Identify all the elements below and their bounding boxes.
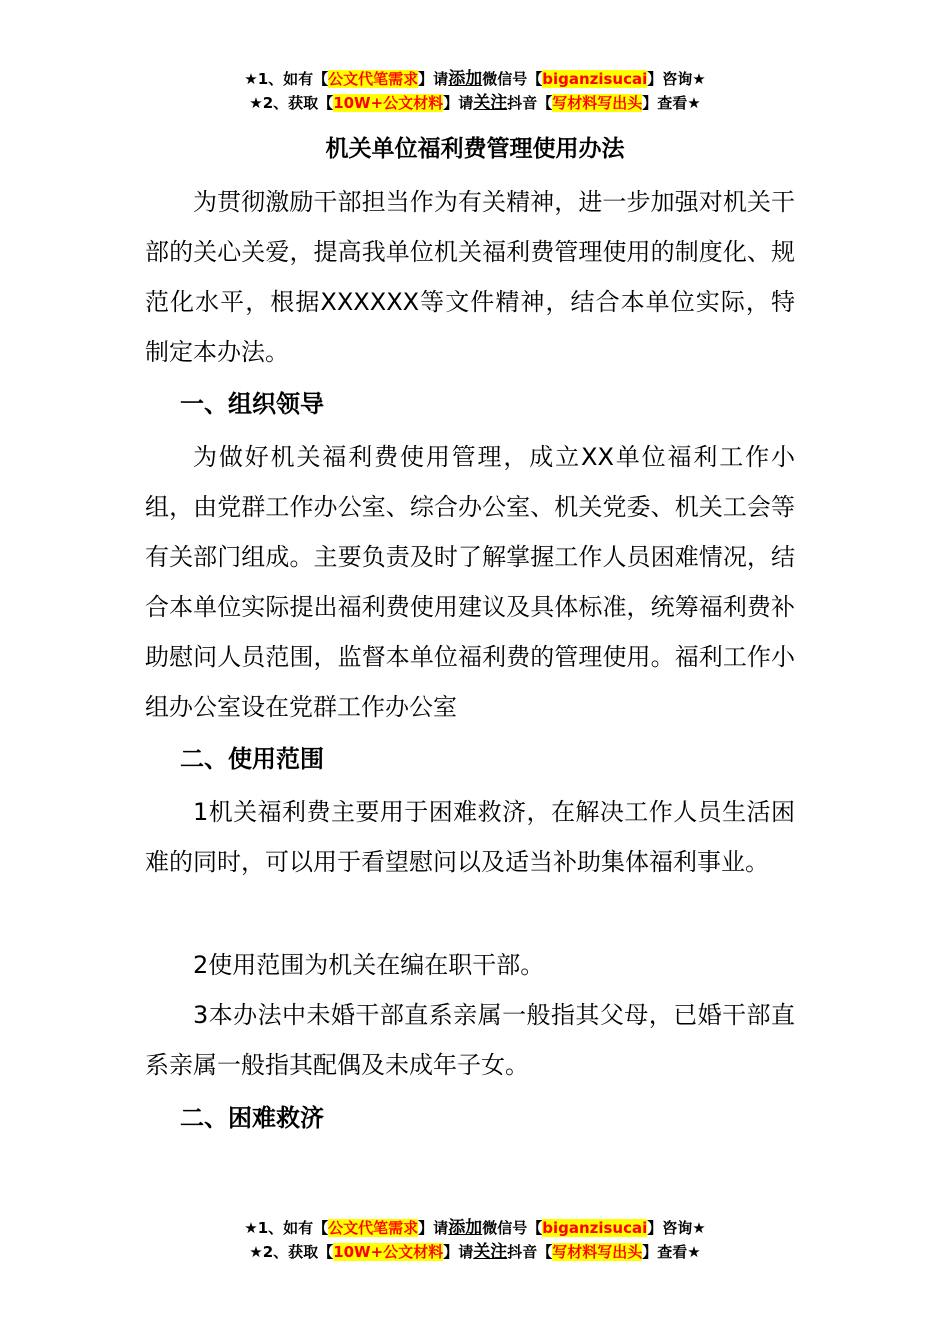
banner-line-2: ★2、获取【10W+公文材料】请关注抖音【写材料写出头】查看★: [249, 93, 701, 113]
banner-line-2: ★2、获取【10W+公文材料】请关注抖音【写材料写出头】查看★: [249, 1242, 701, 1262]
highlight-wechat-id: biganzisucai: [542, 1219, 648, 1237]
highlight-materials: 10W+公文材料: [333, 94, 444, 112]
highlight-service: 公文代笔需求: [328, 1219, 419, 1237]
section-heading-scope: 二、使用范围: [180, 745, 324, 773]
highlight-wechat-id: biganzisucai: [542, 70, 648, 88]
document-title: 机关单位福利费管理使用办法: [325, 136, 625, 162]
scope-item-3: 3本办法中未婚干部直系亲属一般指其父母，已婚干部直系亲属一般指其配偶及未成年子女。: [145, 1001, 795, 1079]
header-banner: [0, 67, 950, 115]
highlight-materials: 10W+公文材料: [333, 1243, 444, 1261]
highlight-service: 公文代笔需求: [328, 70, 419, 88]
intro-paragraph: 为贯彻激励干部担当作为有关精神，进一步加强对机关干部的关心关爱，提高我单位机关福利费管理使用的制度化、规范化水平，根据XXXXXX等文件精神，结合本单位实际，特制定本办法。: [145, 188, 795, 366]
highlight-douyin-account: 写材料写出头: [552, 94, 643, 112]
banner-line-1: ★1、如有【公文代笔需求】请添加微信号【biganzisucai】咨询★: [244, 1218, 706, 1238]
section-heading-organization: 一、组织领导: [180, 390, 324, 418]
scope-item-1: 1机关福利费主要用于困难救济，在解决工作人员生活困难的同时，可以用于看望慰问以及适当补助集体福利事业。: [145, 798, 795, 876]
scope-item-2: 2使用范围为机关在编在职干部。: [193, 951, 545, 979]
banner-line-1: ★1、如有【公文代笔需求】请添加微信号【biganzisucai】咨询★: [244, 69, 706, 89]
section-heading-relief: 二、困难救济: [180, 1104, 324, 1132]
footer-banner: [0, 1216, 950, 1264]
highlight-douyin-account: 写材料写出头: [552, 1243, 643, 1261]
organization-paragraph: 为做好机关福利费使用管理，成立XX单位福利工作小组，由党群工作办公室、综合办公室、机关党委、机关工会等有关部门组成。主要负责及时了解掌握工作人员困难情况，结合本单位实际提出福利费使用建议及具体标准，统筹福利费补助慰问人员范围，监督本单位福利费的管理使用。福利工作小组办公室设在党群工作办公室: [145, 443, 795, 721]
